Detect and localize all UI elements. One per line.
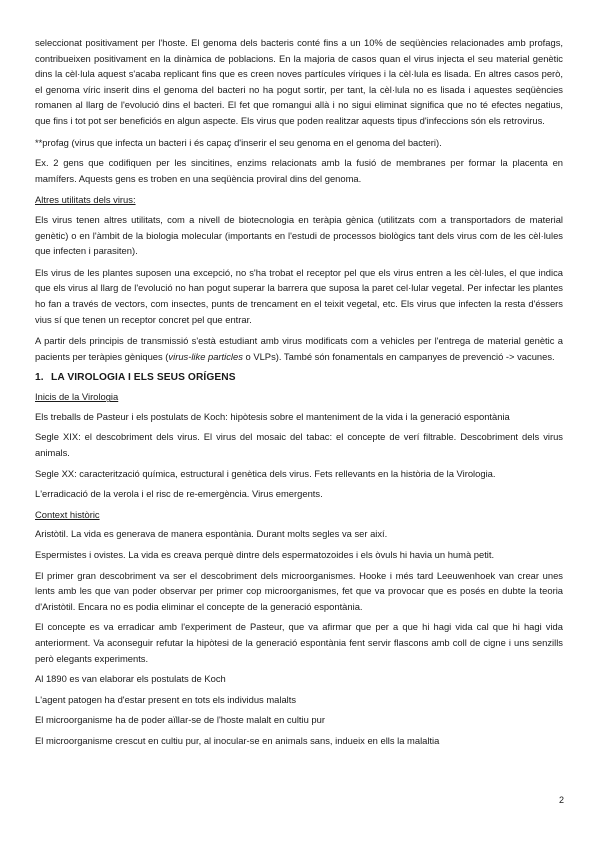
section-title: LA VIROLOGIA I ELS SEUS ORÍGENS — [51, 372, 236, 384]
heading-inicis: Inicis de la Virologia — [35, 391, 119, 403]
inicis-line-4: L'erradicació de la verola i el risc de re-emergència. Virus emergents. — [35, 488, 323, 500]
paragraph-plantes: Els virus de les plantes suposen una excepció, no s'ha trobat el receptor pel que els virus entren a les cèl·lules, el que indica que els virus al llarg de l'evolució no han pogut superar la barrera que suposa la paret cel·lular vegetal. Per infectar les plantes ho fan a través de vectors, com insectes, punts de trencament en el teixit vegetal, etc. Els virus que infecten la resta d'éssers vius sí que tenen un receptor concret pel que entrar. — [35, 266, 563, 325]
inicis-line-1: Els treballs de Pasteur i els postulats de Koch: hipòtesis sobre el manteniment de la vida i la generació espontània — [35, 410, 510, 422]
context-line-1: Aristòtil. La vida es generava de manera espontània. Durant molts segles va ser així. — [35, 528, 388, 540]
context-line-5: Al 1890 es van elaborar els postulats de Koch — [35, 673, 226, 685]
page-content — [35, 35, 563, 754]
heading-context: Context històric — [35, 508, 100, 520]
transmissio-text-b: o VLPs). També són fonamentals en campanyes de prevenció -> vacunes. — [242, 350, 555, 362]
context-line-3: El primer gran descobriment va ser el descobriment dels microorganismes. Hooke i més tard Leeuwenhoek van crear unes lents amb les que van poder observar per primer cop microorganismes, fet que va provocar que es posés en dubte la teoria d'Aristòtil. Encara no es podia eliminar el concepte de la generació espontània. — [35, 569, 563, 612]
paragraph-profag-note: **profag (virus que infecta un bacteri i és capaç d'inserir el seu genoma en el genoma del bacteri). — [35, 136, 442, 148]
section-heading-virologia — [35, 370, 563, 385]
context-line-6: L'agent patogen ha d'estar present en tots els individus malalts — [35, 693, 297, 705]
inicis-line-2: Segle XIX: el descobriment dels virus. El virus del mosaic del tabac: el concepte de verí filtrable. Descobriment dels virus animals. — [35, 431, 563, 459]
section-number: 1. — [35, 372, 44, 384]
context-line-2: Espermistes i ovistes. La vida es creava perquè dintre dels espermatozoides i els òvuls hi havia un humà petit. — [35, 549, 495, 561]
paragraph-biotecnologia: Els virus tenen altres utilitats, com a nivell de biotecnologia en teràpia gènica (utilitzats com a transportadors de material genètic) o en l'àmbit de la biologia molecular (importants en l'estudi de processos biològics tant dels virus com de les cèl·lules que infecten i parasiten). — [35, 213, 563, 257]
context-line-7: El microorganisme ha de poder aïllar-se de l'hoste malalt en cultiu pur — [35, 714, 325, 726]
page-number: 2 — [558, 795, 564, 805]
transmissio-text-a: A partir dels principis de transmissió s'està estudiant amb virus modificats com a vehicles per l'entrega de material genètic a pacients per teràpies gèniques ( — [35, 335, 563, 362]
inicis-line-3: Segle XX: caracterització química, estructural i genètica dels virus. Fets rellevants en la història de la Virologia. — [35, 467, 496, 479]
paragraph-sincitines: Ex. 2 gens que codifiquen per les sincitines, enzims relacionats amb la fusió de membranes per formar la placenta en mamífers. Aquests gens es troben en una seqüència proviral dins del genoma. — [35, 157, 563, 184]
paragraph-transmissio — [35, 333, 563, 364]
context-line-8: El microorganisme crescut en cultiu pur, al inocular-se en animals sans, indueix en ells la malaltia — [35, 734, 440, 746]
context-line-4: El concepte es va erradicar amb l'experiment de Pasteur, que va afirmar que per a que hi hagi vida cal que hi hagi vida anteriorment. Va aconseguir refutar la hipòtesi de la generació espontània fent servir flascons amb coll de cigne i uns senzills però elegants experiments. — [35, 621, 563, 664]
heading-altres-utilitats: Altres utilitats dels virus: — [35, 194, 136, 206]
paragraph-retrovirus: seleccionat positivament per l'hoste. El genoma dels bacteris conté fins a un 10% de seqüències relacionades amb profags, contribueixen positivament en la dinàmica de poblacions. En la majoria de casos quan el virus injecta el seu material genètic dins la cèl·lula aquest s'acaba replicant fins que es creen noves partícules víriques i la cèl·lula es lisada. En altres casos però, el genoma víric inserit dins el genoma del bacteri no ha pogut sortir, per tant, la cèl·lula no es lisada i aquestes seqüències romanen al llarg de l'evolució dins el bacteri. El fet que romangui allà i no sigui eliminat significa que no té efectes negatius, que fins i tot pot ser beneficiós en algun aspecte. Els virus que poden realitzar aquests tipus d'infeccions són els retrovirus. — [35, 37, 563, 126]
transmissio-italic: virus-like particles — [168, 350, 243, 362]
